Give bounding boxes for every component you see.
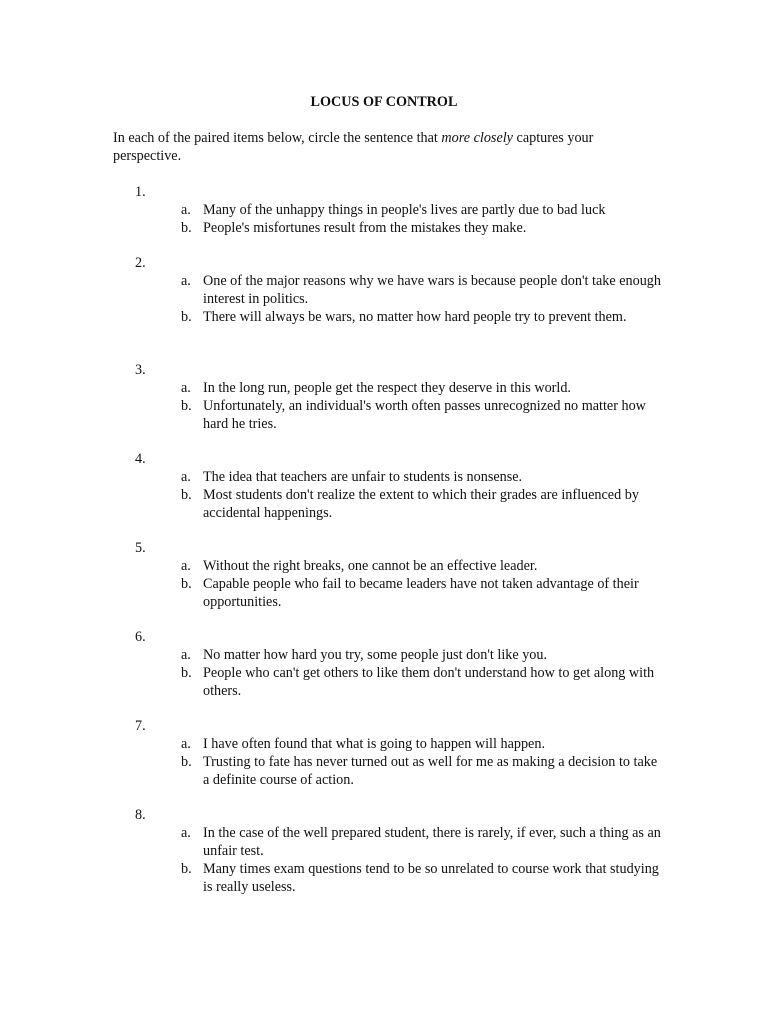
option-letter-b: b. — [181, 576, 192, 592]
option-text: Trusting to fate has never turned out as well for me as making a decision to take a definite course of action. — [203, 754, 658, 788]
option-a[interactable] — [181, 201, 661, 219]
option-b[interactable] — [181, 486, 661, 522]
option-letter-b: b. — [181, 665, 192, 681]
option-b[interactable] — [181, 753, 661, 789]
option-b[interactable] — [181, 308, 661, 326]
option-a[interactable] — [181, 468, 661, 486]
option-letter-a: a. — [181, 736, 191, 752]
option-text: Capable people who fail to became leaders have not taken advantage of their opportunities. — [203, 576, 639, 610]
option-letter-a: a. — [181, 558, 191, 574]
instructions-emphasis: more closely — [441, 130, 513, 146]
option-text: The idea that teachers are unfair to students is nonsense. — [203, 469, 523, 485]
option-a[interactable] — [181, 824, 661, 860]
option-a[interactable] — [181, 735, 661, 753]
option-text: No matter how hard you try, some people just don't like you. — [203, 647, 548, 663]
question-number: 3. — [135, 362, 146, 378]
option-letter-a: a. — [181, 825, 191, 841]
option-letter-a: a. — [181, 469, 191, 485]
question-number: 1. — [135, 184, 146, 200]
option-text: Unfortunately, an individual's worth often passes unrecognized no matter how hard he tries. — [203, 398, 646, 432]
option-a[interactable] — [181, 272, 661, 308]
option-letter-b: b. — [181, 398, 192, 414]
option-text: Most students don't realize the extent to which their grades are influenced by accidental happenings. — [203, 487, 639, 521]
option-text: In the long run, people get the respect they deserve in this world. — [203, 380, 571, 396]
question-number: 7. — [135, 718, 146, 734]
option-b[interactable] — [181, 664, 661, 700]
instructions-text-end: captures your perspective. — [113, 130, 594, 164]
question-number: 8. — [135, 807, 146, 823]
page-title: LOCUS OF CONTROL — [310, 94, 458, 110]
option-text: One of the major reasons why we have wars is because people don't take enough interest in politics. — [203, 273, 661, 307]
question-number: 6. — [135, 629, 146, 645]
option-a[interactable] — [181, 379, 661, 397]
option-letter-b: b. — [181, 754, 192, 770]
option-text: I have often found that what is going to happen will happen. — [203, 736, 545, 752]
option-text: In the case of the well prepared student, there is rarely, if ever, such a thing as an unfair test. — [203, 825, 661, 859]
option-a[interactable] — [181, 557, 661, 575]
question-number: 5. — [135, 540, 146, 556]
option-letter-b: b. — [181, 861, 192, 877]
option-b[interactable] — [181, 219, 661, 237]
option-text: People's misfortunes result from the mistakes they make. — [203, 220, 527, 236]
option-letter-a: a. — [181, 647, 191, 663]
option-text: Without the right breaks, one cannot be an effective leader. — [203, 558, 538, 574]
option-text: People who can't get others to like them don't understand how to get along with others. — [203, 665, 655, 699]
option-text: There will always be wars, no matter how hard people try to prevent them. — [203, 309, 627, 325]
option-letter-b: b. — [181, 309, 192, 325]
option-letter-b: b. — [181, 220, 192, 236]
instructions-text-start: In each of the paired items below, circle the sentence that — [113, 130, 442, 146]
option-text: Many of the unhappy things in people's lives are partly due to bad luck — [203, 202, 606, 218]
option-letter-a: a. — [181, 202, 191, 218]
option-a[interactable] — [181, 646, 661, 664]
option-letter-a: a. — [181, 380, 191, 396]
option-letter-a: a. — [181, 273, 191, 289]
option-b[interactable] — [181, 575, 661, 611]
instructions — [113, 129, 633, 165]
option-text: Many times exam questions tend to be so unrelated to course work that studying is really useless. — [203, 861, 659, 895]
question-number: 2. — [135, 255, 146, 271]
option-b[interactable] — [181, 397, 661, 433]
option-b[interactable] — [181, 860, 661, 896]
question-number: 4. — [135, 451, 146, 467]
option-letter-b: b. — [181, 487, 192, 503]
